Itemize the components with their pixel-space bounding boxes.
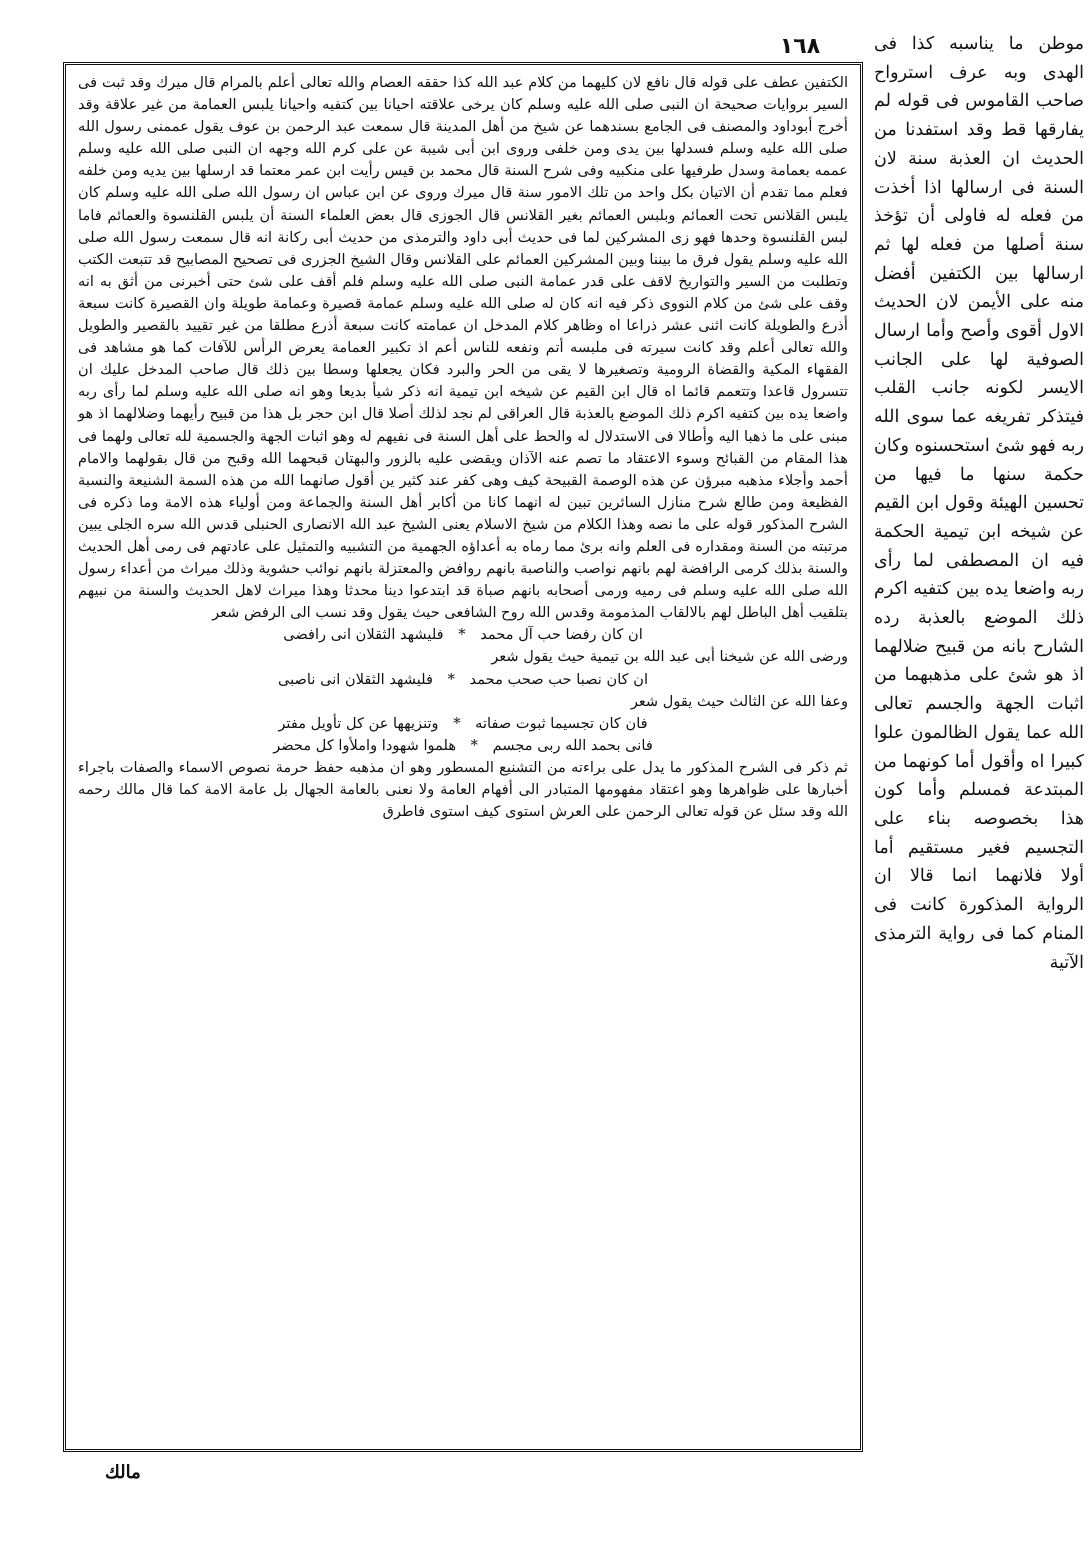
verse-hemistich: ان كان رفضا حب آل محمد [480, 626, 643, 644]
verse-line-1 [78, 624, 848, 646]
main-paragraph-4: ثم ذكر فى الشرح المذكور ما يدل على براءته من التشنيع المسطور وهو ان مذهبه حفظ حرمة نصوص الاسماء والصفات باجراء أخبارها على ظواهرها وهو اعتقاد مفهومها المتبادر الى أفهام العامة ولا نعنى بالعامة الجهال بل عامة الامة كما قال مالك رحمه الله وقد سئل عن قوله تعالى الرحمن على العرش استوى كيف استوى فاطرق [78, 758, 848, 821]
marginal-gloss: موطن ما يناسبه كذا فى الهدى وبه عرف استرواح صاحب القاموس فى قوله لم يفارقها قط وقد استفدنا من الحديث ان العذبة سنة لان السنة فى ارسالها اذا أخذت من فعله له فاولى أن تؤخذ سنة أصلها من فعله لها ثم ارسالها بين الكتفين أفضل منه على الأيمن لان الحديث الاول أقوى وأصح وأما ارسال الصوفية لها على الجانب الايسر لكونه جانب القلب فيتذكر تفريغه عما سوى الله ربه فهو شئ استحسنوه وكان حكمة سنها ما فيها من تحسين الهيئة وقول ابن القيم عن شيخه ابن تيمية الحكمة فيه ان المصطفى لما رأى ربه واضعا يده بين كتفيه اكرم ذلك الموضع بالعذبة رده الشارح بانه من قبيح ضلالهما اذ هو شئ على مذهبهما من اثبات الجهة والجسم تعالى الله عما يقول الظالمون علوا كبيرا اه وأقول أما كونهما من المبتدعة فمسلم وأما كون هذا بخصوصه بناء على التجسيم فغير مستقيم أما أولا فلانهما انما قالا ان الرواية المذكورة كانت فى المنام كما فى رواية الترمذى الآتية [874, 34, 1084, 973]
verse-hemistich: ان كان نصبا حب صحب محمد [469, 670, 649, 688]
verse-separator-star: * [447, 670, 455, 688]
verse-separator-star: * [453, 714, 461, 732]
verse-line-2 [78, 669, 848, 691]
page-number: ١٦٨ [779, 34, 821, 59]
catchword: مالك [105, 1462, 141, 1483]
main-paragraph-1: الكتفين عطف على قوله قال نافع لان كليهما من كلام عبد الله كذا حققه العصام والله تعالى أعلم بالمرام قال ميرك وقد ثبت فى السير بروايات صحيحة ان النبى صلى الله عليه وسلم كان يرخى علاقته احيانا بين كتفيه واحيانا يلبس العمامة من غير علاقة وقد أخرج أبوداود والمصنف فى الجامع بسندهما عن شيخ من أهل المدينة قال سمعت عبد الرحمن بن عوف يقول عممنى رسول الله صلى الله عليه وسلم فسدلها بين يدى ومن خلفى وروى ابن أبى شيبة عن على كرم الله وجهه ان النبى صلى الله عليه وسلم عممه بعمامة وسدل طرفيها على منكبيه وفى شرح السنة قال محمد بن قيس رأيت ابن عمر معتما قد ارسلها بين يديه ومن خلفه فعلم مما تقدم أن الاتيان بكل واحد من تلك الامور سنة قال ميرك وروى عن ابن عباس ان رسول الله صلى الله عليه وسلم كان يلبس القلانس تحت العمائم وبلبس العمائم بغير القلانس قال الجوزى قال بعض العلماء السنة أن يلبس القلنسوة والعمائم فاما لبس القلنسوة وحدها فهو زى المشركين لما فى حديث أبى داود والترمذى من حديث أبى ركانة انه قال سمعت رسول الله صلى الله عليه وسلم يقول فرق ما بيننا وبين المشركين العمائم على القلانس وقال الشيخ الجزرى فى تصحيح المصابيح قد تتبعت الكتب وتطلبت من السير والتواريخ لاقف على قدر عمامة النبى صلى الله عليه وسلم فلم أقف على شئ حتى أخبرنى من أثق به انه وقف على شئ من كلام النووى ذكر فيه انه كان له صلى الله عليه وسلم عمامة قصيرة وعمامة طويلة وان القصيرة كانت سبعة أذرع والطويلة كانت اثنى عشر ذراعا اه وظاهر كلام المدخل ان عمامته كانت سبعة أذرع مطلقا من غير تقييد بالقصير والطويل والله تعالى أعلم وقد كانت سيرته فى ملبسه أتم ونفعه للناس أعم اذ تكبير العمامة يعرض الرأس للآفات كما هو مشاهد فى الفقهاء المكية والقضاة الرومية وتصغيرها لا يقى من الحر والبرد فكان يجعلها وسطا بين ذلك قال صاحب المدخل عليك ان تتسرول قاعدا وتتعمم قائما اه قال ابن القيم عن شيخه ابن تيمية انه ذكر شيأ بديعا وهو انه صلى الله عليه وسلم لما رأى ربه واضعا يده بين كتفيه اكرم ذلك الموضع بالعذبة قال العراقى لم نجد لذلك أصلا قال ابن حجر بل هذا من قبيح رأيهما وضلالهما اذ هو مبنى على ما ذهبا اليه وأطالا فى الاستدلال له والحط على أهل السنة فى نفيهم له وهو اثبات الجهة والجسمية لله تعالى ولهما فى هذا المقام من القبائح وسوء الاعتقاد ما تصم عنه الآذان ويقضى عليه بالزور والبهتان قبحهما الله وقبح من قال بقولهما والامام أحمد وأجلاء مذهبه مبرؤن عن هذه الوصمة القبيحة كيف وهى كفر عند كثير ين أقول صانهما الله من هذه السمة الشنيعة والنسبة الفظيعة ومن طالع شرح منازل السائرين تبين له انهما كانا من أكابر أهل السنة والجماعة ومن أولياء هذه الامة وما ذكره فى الشرح المذكور قوله على ما نصه وهذا الكلام من شيخ الاسلام يعنى الشيخ عبد الله الانصارى الحنبلى قدس الله سره الجلى يبين مرتبته من السنة ومقداره فى العلم وانه برئ مما رماه به أعداؤه الجهمية من التشبيه والتمثيل على عادتهم فى رمى أهل الحديث والسنة بذلك كرمى الرافضة لهم بانهم نواصب والناصبة بانهم روافض والمعتزلة بانهم نوائب حشوية وذلك ميراث من أعداء رسول الله صلى الله عليه وسلم فى رميه ورمى أصحابه بانهم صباة قد ابتدعوا دينا محدثا وهذا ميراث لاهل الحديث والسنة من نبيهم بتلقيب أهل الباطل لهم بالالقاب المذمومة وقدس الله روح الشافعى حيث يقول وقد نسب الى الرفض شعر [78, 74, 848, 622]
verse-line-3 [78, 713, 848, 735]
verse-hemistich: فليشهد الثقلان انى ناصبى [277, 670, 433, 688]
verse-hemistich: وتنزيهها عن كل تأويل مفتر [278, 714, 439, 732]
verse-hemistich: فان كان تجسيما ثبوت صفاته [475, 714, 648, 732]
main-paragraph-3: وعفا الله عن الثالث حيث يقول شعر [630, 692, 848, 710]
main-paragraph-2: ورضى الله عن شيخنا أبى عبد الله بن تيمية حيث يقول شعر [491, 648, 848, 666]
verse-hemistich: فانى بحمد الله ربى مجسم [492, 736, 653, 754]
verse-hemistich: فليشهد الثقلان انى رافضى [283, 626, 444, 644]
main-text-block [78, 72, 848, 823]
verse-line-4 [78, 735, 848, 757]
verse-separator-star: * [470, 736, 478, 754]
verse-separator-star: * [458, 626, 466, 644]
verse-hemistich: هلموا شهودا واملأوا كل محضر [273, 736, 457, 754]
